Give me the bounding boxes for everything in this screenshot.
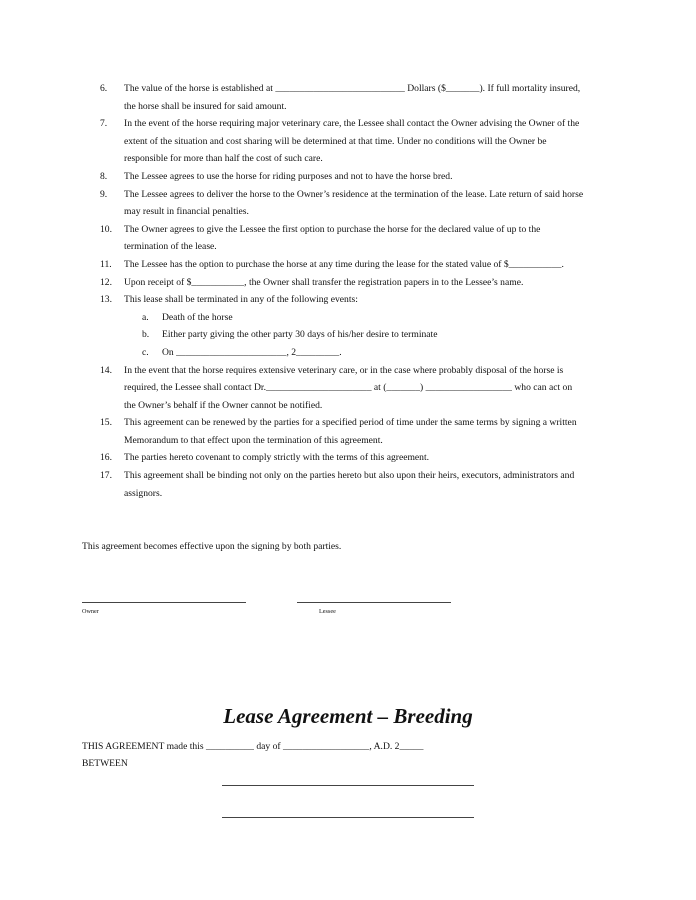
clause [100,256,620,274]
clause-text [124,256,620,274]
subclause-list [142,309,620,362]
clause-line: responsible for more than half the cost of such care. [124,153,323,165]
clause-line: may result in financial penalties. [124,206,249,218]
party-line-2 [222,817,474,818]
clause-line: required, the Lessee shall contact Dr.______________________ at (_______) __________________ who can act on [124,382,573,394]
lessee-signature-line [297,602,451,603]
subclause [142,326,620,344]
clause-text [124,362,620,415]
owner-label: Owner [82,608,99,615]
clause-text [124,186,620,221]
clause-line: This agreement shall be binding not only on the parties hereto but also upon their heirs, executors, administrators and [124,470,575,482]
clause [100,221,620,256]
party-line-1 [222,785,474,786]
clause-line: The Owner agrees to give the Lessee the first option to purchase the horse for the declared value of up to the [124,223,541,235]
clause-number: 15. [100,417,112,429]
clause [100,168,620,186]
subclause-text: Either party giving the other party 30 days of his/her desire to terminate [162,329,438,341]
clause-line: The Lessee has the option to purchase the horse at any time during the lease for the stated value of $___________. [124,258,564,270]
subclause-text: On _______________________, 2_________. [162,346,342,358]
clause-text [124,291,620,309]
clause-number: 11. [100,258,112,270]
clause-text [124,168,620,186]
clause-number: 7. [100,118,108,130]
clause-line: Upon receipt of $___________, the Owner shall transfer the registration papers in to the Lessee’s name. [124,276,524,288]
clause-text [124,274,620,292]
clause [100,467,620,502]
clause [100,80,620,115]
clause-number: 8. [100,170,108,182]
clause-number: 6. [100,83,108,94]
clause [100,274,620,292]
clause-line: extent of the situation and cost sharing will be determined at that time. Under no conditions will the Owner be [124,135,547,147]
owner-signature-line [82,602,246,603]
clause-line: The parties hereto covenant to comply strictly with the terms of this agreement. [124,452,430,464]
clause-number: 10. [100,223,112,235]
clause-line: the horse shall be insured for said amount. [124,100,287,112]
clause [100,414,620,449]
clause-number: 16. [100,452,112,464]
subclause [142,344,620,362]
clause-line: assignors. [124,487,163,499]
subclause-letter: c. [142,346,149,358]
between-label: BETWEEN [82,758,128,769]
clause-line: This agreement can be renewed by the parties for a specified period of time under the same terms by signing a written [124,417,577,429]
clause-line: In the event that the horse requires extensive veterinary care, or in the case where probably disposal of the horse is [124,364,564,376]
clause [100,115,620,168]
clause-line: The value of the horse is established at ___________________________ Dollars ($_______). If full mortality insured, [124,83,581,94]
effective-statement: This agreement becomes effective upon the signing by both parties. [82,541,342,552]
subclause-letter: b. [142,329,150,341]
clause-line: The Lessee agrees to deliver the horse to the Owner’s residence at the termination of the lease. Late return of said horse [124,188,584,200]
clause-text [124,467,620,502]
clause-line: In the event of the horse requiring major veterinary care, the Lessee shall contact the Owner advising the Owner of the [124,118,580,130]
section-title: Lease Agreement – Breeding [223,704,473,728]
clause-line: This lease shall be terminated in any of the following events: [124,294,358,306]
clause-line: Memorandum to that effect upon the termination of this agreement. [124,434,383,446]
clause [100,291,620,309]
clause [100,186,620,221]
clause-line: The Lessee agrees to use the horse for riding purposes and not to have the horse bred. [124,170,453,182]
clause-number: 12. [100,276,112,288]
lessee-label: Lessee [319,608,336,615]
subclause [142,309,620,327]
agreement-made-line: THIS AGREEMENT made this __________ day of __________________, A.D. 2_____ [82,741,424,752]
clause-line: termination of the lease. [124,241,217,253]
subclause-letter: a. [142,311,149,323]
clause-number: 9. [100,188,108,200]
clause-number: 17. [100,470,112,482]
clause-line: the Owner’s behalf if the Owner cannot be notified. [124,399,323,411]
clause-list [100,80,620,502]
clause-text [124,449,620,467]
clause-text [124,414,620,449]
clause [100,362,620,415]
clause-text [124,115,620,168]
clause-text [124,80,620,115]
clause-number: 13. [100,294,112,306]
clause [100,449,620,467]
clause-text [124,221,620,256]
clause-number: 14. [100,364,112,376]
subclause-text: Death of the horse [162,311,233,323]
